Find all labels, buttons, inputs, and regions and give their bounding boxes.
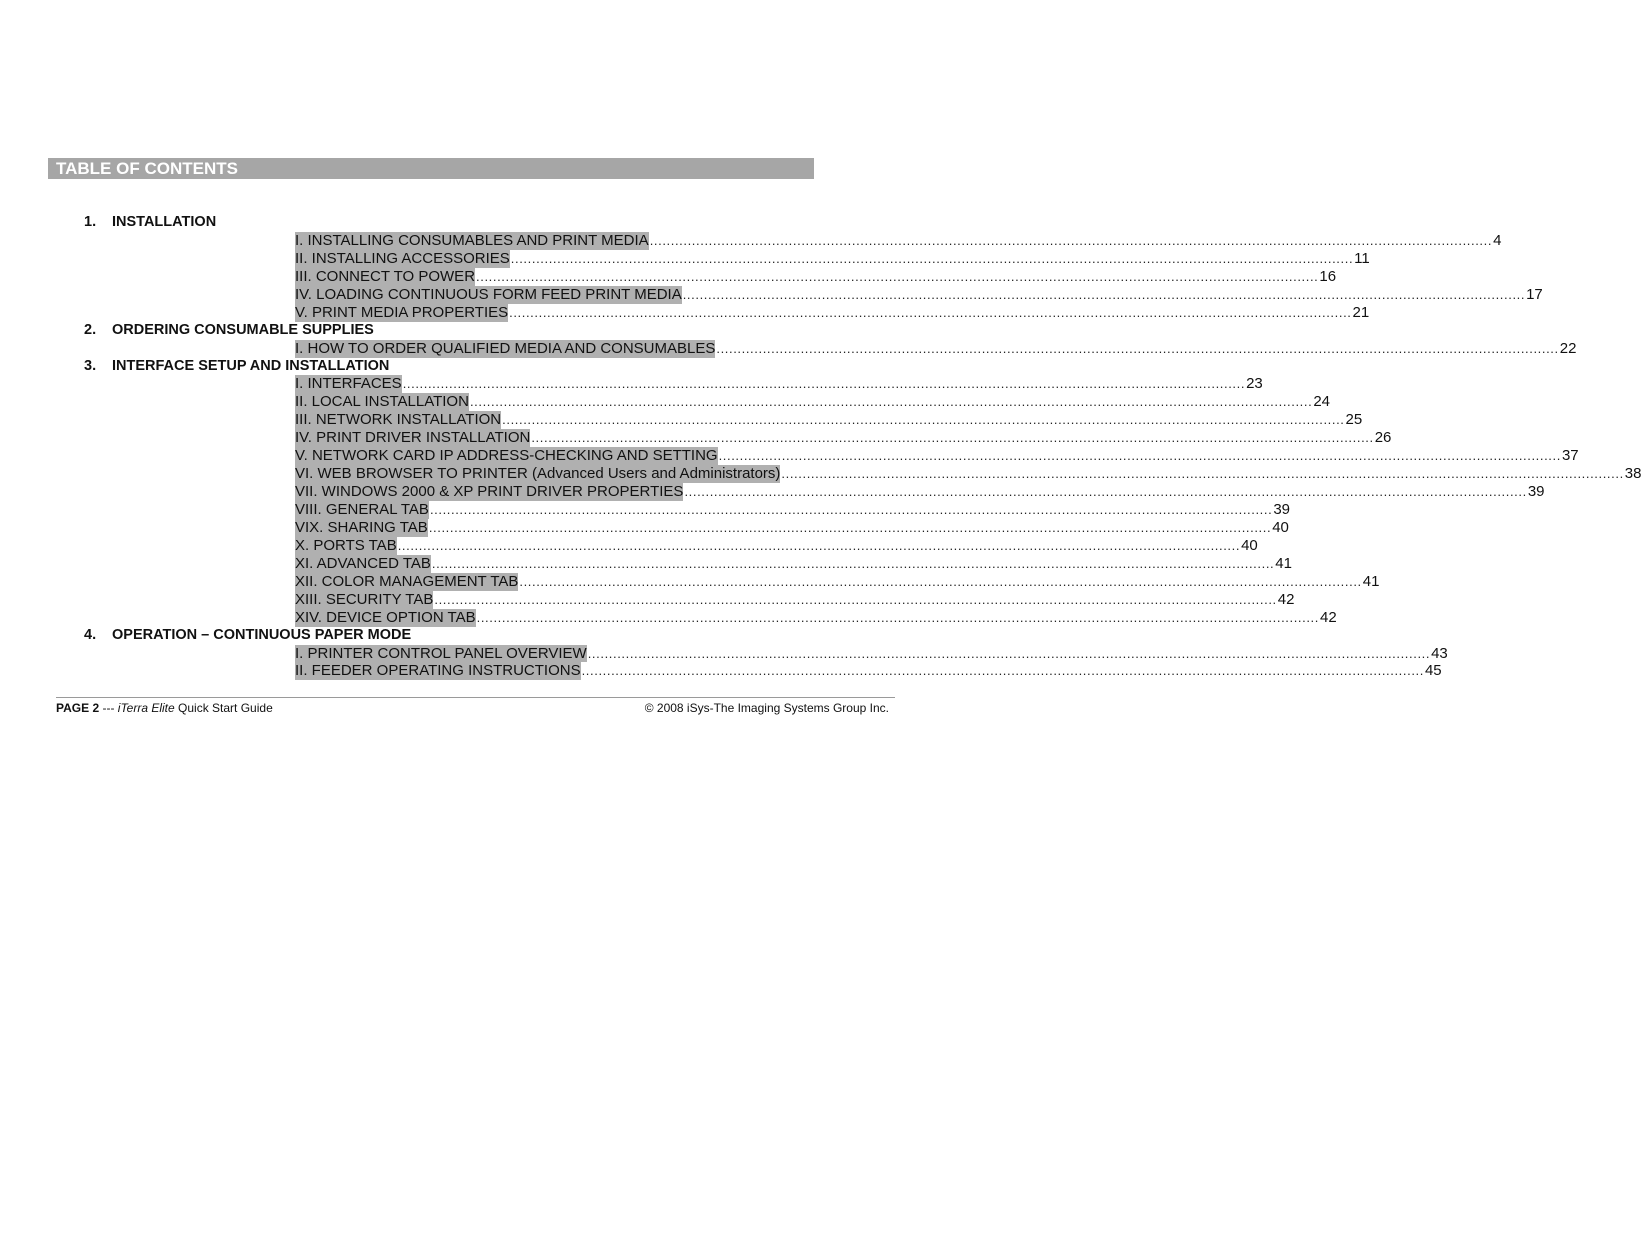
toc-entry[interactable]	[295, 231, 1502, 250]
toc-entry-link[interactable]: III. CONNECT TO POWER	[295, 267, 476, 285]
dot-leader: ........................................................................................................................................................................................................	[431, 555, 1275, 571]
section-title: ORDERING CONSUMABLE SUPPLIES	[112, 321, 374, 338]
dot-leader: ........................................................................................................................................................................................................	[476, 268, 1319, 284]
toc-entry[interactable]	[295, 339, 1577, 358]
toc-page-number: 41	[1275, 554, 1292, 572]
dot-leader: ........................................................................................................................................................................................................	[434, 591, 1277, 607]
dot-leader: ........................................................................................................................................................................................................	[684, 484, 1527, 500]
toc-header	[48, 158, 814, 179]
toc-entry[interactable]	[295, 590, 1295, 609]
toc-entry[interactable]	[295, 375, 1263, 393]
toc-entry-link[interactable]: II. INSTALLING ACCESSORIES	[295, 249, 510, 267]
toc-section-heading[interactable]	[0, 214, 954, 232]
toc-page-number: 43	[1431, 644, 1448, 662]
dot-leader: ........................................................................................................................................................................................................	[581, 663, 1424, 679]
dot-leader: ........................................................................................................................................................................................................	[476, 609, 1319, 625]
dot-leader: ........................................................................................................................................................................................................	[397, 537, 1241, 553]
toc-entry-link[interactable]: I. PRINTER CONTROL PANEL OVERVIEW	[295, 644, 587, 662]
toc-entry-link[interactable]: II. LOCAL INSTALLATION	[295, 393, 469, 411]
toc-section-heading[interactable]	[0, 358, 954, 376]
section-number: 3.	[84, 357, 97, 374]
dot-leader: ........................................................................................................................................................................................................	[509, 304, 1352, 320]
toc-entry[interactable]	[295, 393, 1330, 411]
toc-entry-link[interactable]: I. INSTALLING CONSUMABLES AND PRINT MEDIA	[295, 231, 649, 249]
toc-entry[interactable]	[295, 249, 1370, 268]
toc-entry[interactable]	[295, 429, 1392, 447]
toc-entry[interactable]	[295, 483, 1545, 501]
toc-page-number: 41	[1362, 572, 1380, 590]
toc-entry[interactable]	[295, 303, 1370, 322]
toc-entry[interactable]	[295, 501, 1290, 519]
dot-leader: ........................................................................................................................................................................................................	[781, 466, 1624, 482]
footer-page-label: PAGE 2	[56, 701, 100, 715]
toc-section-heading[interactable]	[0, 322, 954, 340]
toc-entry-link[interactable]: XIV. DEVICE OPTION TAB	[295, 608, 476, 626]
toc-page-number: 39	[1273, 501, 1290, 518]
dot-leader: ........................................................................................................................................................................................................	[428, 519, 1272, 535]
toc-page-number: 24	[1313, 393, 1330, 411]
toc-entry[interactable]	[295, 662, 1442, 680]
toc-entry[interactable]	[295, 608, 1337, 627]
dot-leader: ........................................................................................................................................................................................................	[519, 573, 1362, 589]
toc-entry-link[interactable]: VI. WEB BROWSER TO PRINTER (Advanced Users and Administrators)	[295, 465, 781, 483]
dot-leader: ........................................................................................................................................................................................................	[510, 250, 1354, 266]
toc-entry-link[interactable]: I. INTERFACES	[295, 375, 402, 393]
toc-entry[interactable]	[295, 572, 1380, 591]
toc-page-number: 11	[1354, 249, 1370, 267]
toc-entry[interactable]	[295, 411, 1363, 429]
dot-leader: ........................................................................................................................................................................................................	[402, 376, 1246, 392]
section-number: 2.	[84, 321, 97, 338]
toc-entry-link[interactable]: VIX. SHARING TAB	[295, 518, 428, 536]
footer-left	[56, 701, 273, 715]
toc-entry-link[interactable]: II. FEEDER OPERATING INSTRUCTIONS	[295, 662, 581, 680]
toc-entry-link[interactable]: V. PRINT MEDIA PROPERTIES	[295, 303, 509, 321]
toc-entry-link[interactable]: VIII. GENERAL TAB	[295, 501, 429, 518]
toc-entry-link[interactable]: IV. LOADING CONTINUOUS FORM FEED PRINT MEDIA	[295, 285, 682, 303]
dot-leader: ........................................................................................................................................................................................................	[718, 448, 1561, 464]
toc-page-number: 45	[1424, 662, 1442, 680]
toc-page-number: 42	[1277, 590, 1295, 608]
section-number: 1.	[84, 214, 97, 230]
dot-leader: ........................................................................................................................................................................................................	[587, 645, 1431, 661]
toc-page-number: 40	[1241, 536, 1258, 554]
toc-page-number: 4	[1493, 231, 1502, 249]
toc-entry-link[interactable]: III. NETWORK INSTALLATION	[295, 411, 502, 429]
toc-entry-link[interactable]: V. NETWORK CARD IP ADDRESS-CHECKING AND SETTING	[295, 447, 718, 465]
toc-entry[interactable]	[295, 285, 1543, 304]
toc-entry[interactable]	[295, 644, 1448, 663]
toc-entry-link[interactable]: I. HOW TO ORDER QUALIFIED MEDIA AND CONSUMABLES	[295, 339, 716, 357]
toc-entry-link[interactable]: XI. ADVANCED TAB	[295, 554, 431, 572]
section-number: 4.	[84, 626, 97, 643]
toc-page-number: 23	[1246, 375, 1263, 393]
toc-entry-link[interactable]: IV. PRINT DRIVER INSTALLATION	[295, 429, 531, 447]
toc-page-number: 38	[1624, 465, 1641, 483]
toc-entry[interactable]	[295, 554, 1292, 573]
toc-page-number: 25	[1345, 411, 1363, 429]
dot-leader: ........................................................................................................................................................................................................	[429, 502, 1273, 517]
section-title: INTERFACE SETUP AND INSTALLATION	[112, 357, 390, 374]
toc-entry-link[interactable]: XIII. SECURITY TAB	[295, 590, 434, 608]
toc-entry[interactable]	[295, 447, 1579, 465]
toc-page-number: 37	[1561, 447, 1579, 465]
toc-page-number: 22	[1559, 339, 1577, 357]
footer-divider	[56, 697, 895, 698]
toc-page-number: 42	[1319, 608, 1337, 626]
toc-page-number: 16	[1319, 267, 1337, 285]
section-title: OPERATION – CONTINUOUS PAPER MODE	[112, 626, 412, 643]
toc-entry[interactable]	[295, 518, 1289, 537]
table-of-contents	[0, 214, 1641, 680]
toc-entry-link[interactable]: XII. COLOR MANAGEMENT TAB	[295, 572, 519, 590]
toc-title: TABLE OF CONTENTS	[56, 159, 238, 178]
dot-leader: ........................................................................................................................................................................................................	[531, 430, 1374, 446]
footer-guide: Quick Start Guide	[174, 701, 273, 715]
toc-page-number: 40	[1272, 518, 1289, 536]
toc-entry[interactable]	[295, 465, 1641, 483]
dot-leader: ........................................................................................................................................................................................................	[469, 394, 1313, 410]
toc-page-number: 21	[1352, 303, 1370, 321]
footer-copyright: © 2008 iSys-The Imaging Systems Group Inc.	[644, 701, 889, 715]
toc-page-number: 39	[1527, 483, 1545, 501]
toc-entry-link[interactable]: VII. WINDOWS 2000 & XP PRINT DRIVER PROPERTIES	[295, 483, 684, 501]
dot-leader: ........................................................................................................................................................................................................	[502, 412, 1345, 428]
toc-page-number: 17	[1526, 285, 1543, 303]
toc-page-number: 26	[1374, 429, 1392, 447]
dot-leader: ........................................................................................................................................................................................................	[716, 340, 1559, 356]
toc-entry-link[interactable]: X. PORTS TAB	[295, 536, 397, 554]
footer-separator: ---	[99, 701, 118, 715]
dot-leader: ........................................................................................................................................................................................................	[649, 232, 1493, 248]
toc-entry[interactable]	[295, 267, 1337, 286]
section-title: INSTALLATION	[112, 214, 217, 230]
toc-section-heading[interactable]	[0, 627, 954, 645]
toc-entry[interactable]	[295, 536, 1258, 555]
dot-leader: ........................................................................................................................................................................................................	[682, 286, 1526, 302]
footer-product: iTerra Elite	[117, 701, 175, 715]
